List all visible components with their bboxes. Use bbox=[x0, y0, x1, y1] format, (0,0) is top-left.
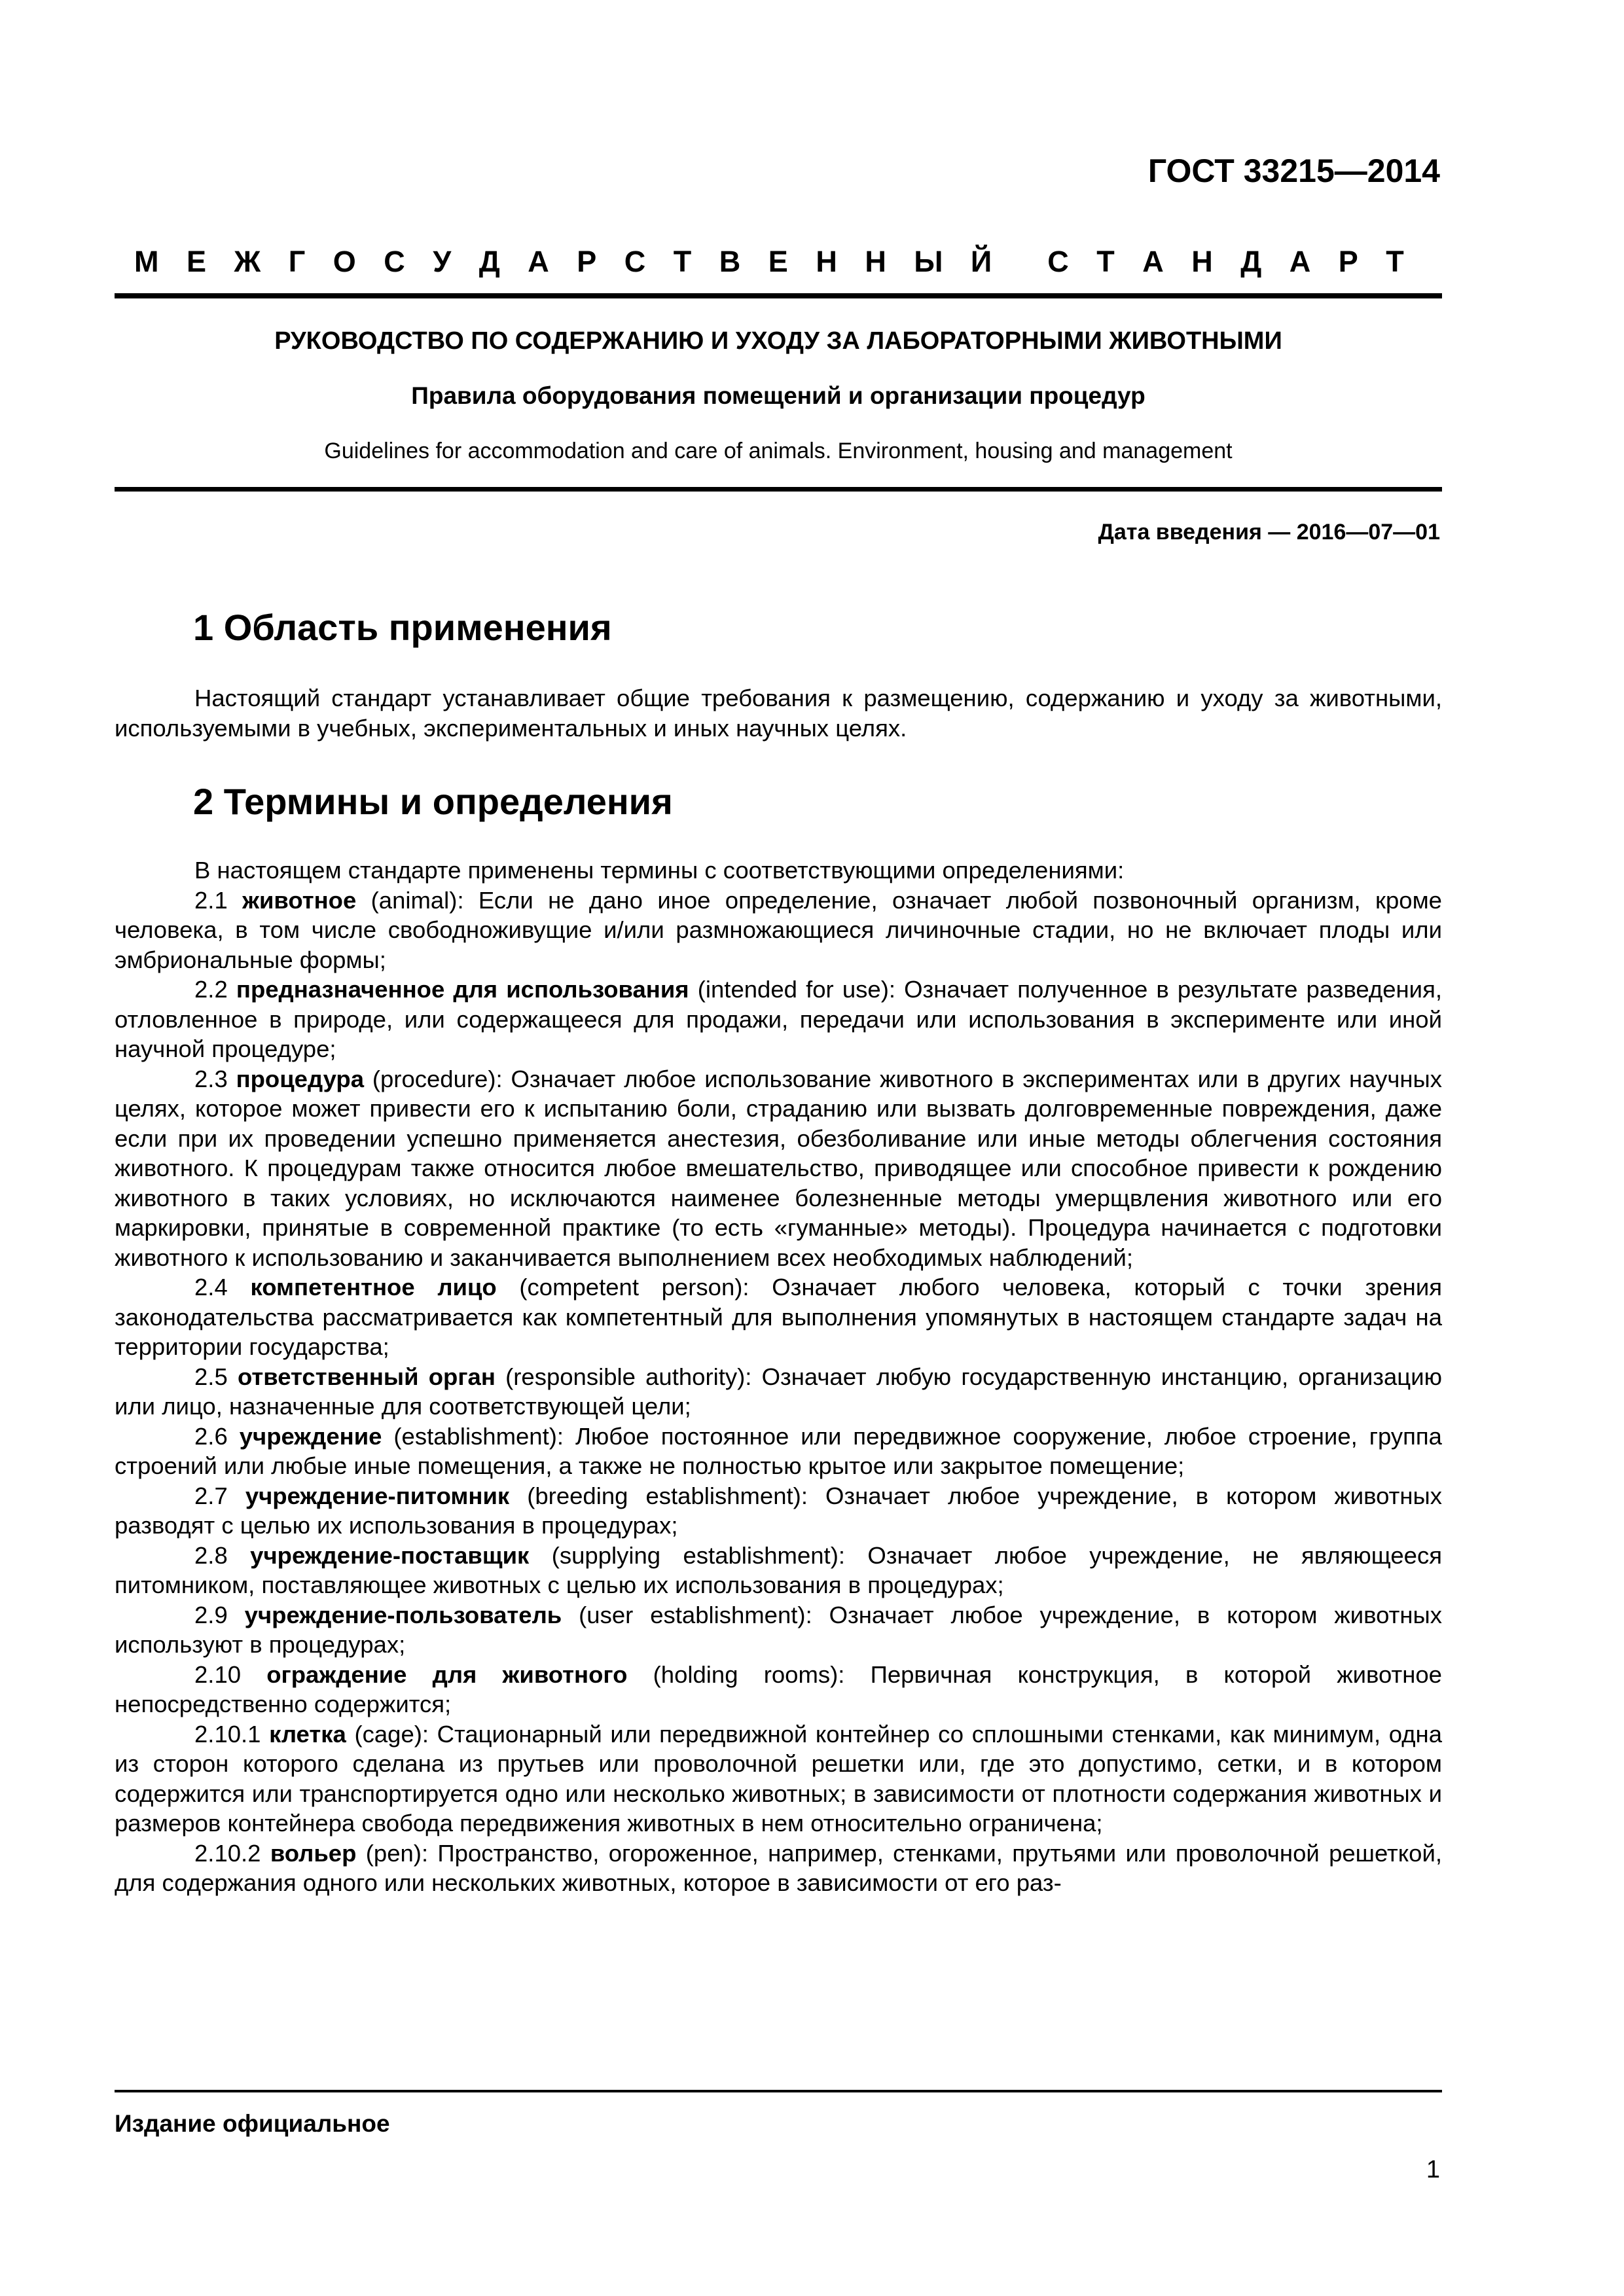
standard-type-letter: А bbox=[1289, 245, 1311, 278]
standard-type-letter: Й bbox=[970, 245, 992, 278]
section-1-heading: 1 Область применения bbox=[193, 607, 612, 648]
term-entry bbox=[115, 1272, 1442, 1362]
standard-type-letter: С bbox=[624, 245, 646, 278]
standard-type-letter: Р bbox=[1338, 245, 1358, 278]
standard-type-letter: В bbox=[719, 245, 741, 278]
standard-type-letter: М bbox=[134, 245, 159, 278]
term-number: 2.4 bbox=[194, 1274, 228, 1300]
standard-type-letter: Т bbox=[673, 245, 692, 278]
term-definition: (cage): Стационарный или передвижной контейнер со сплошными стенками, как минимум, одна из сторон которого сделана из прутьев или проволочной решетки или, где это допустимо, сетки, и в котором содержится или транспортируется одно или несколько животных; в зависимости от плотности содержания животных и размеров контейнера свобода передвижения животных в нем относительно ограничена; bbox=[115, 1720, 1442, 1837]
term-entry bbox=[115, 886, 1442, 975]
term-definition: (responsible authority): Означает любую государственную инстанцию, организацию или лицо, назначенные для соответствующей цели; bbox=[115, 1363, 1442, 1420]
term-entry bbox=[115, 1719, 1442, 1839]
standard-type-letter: Ы bbox=[914, 245, 943, 278]
standard-type-letter: Т bbox=[1096, 245, 1115, 278]
term-number: 2.5 bbox=[194, 1363, 228, 1390]
term-number: 2.2 bbox=[194, 976, 228, 1003]
term-definition: (breeding establishment): Означает любое учреждение, в котором животных разводят с целью их использования в процедурах; bbox=[115, 1482, 1442, 1539]
standard-type-letter: Ж bbox=[234, 245, 261, 278]
standard-type-heading bbox=[134, 245, 1404, 279]
header-rule bbox=[115, 293, 1442, 298]
term-number: 2.7 bbox=[194, 1482, 228, 1509]
page-number: 1 bbox=[1426, 2156, 1440, 2183]
term-entry bbox=[115, 1541, 1442, 1600]
term-definition: (animal): Если не дано иное определение, означает любой позвоночный организм, кроме человека, в том числе свободноживущие и/или размножающиеся личиночные стадии, но не включает плоды или эмбриональные формы; bbox=[115, 886, 1442, 973]
title-rule bbox=[115, 487, 1442, 492]
term-definition: (supplying establishment): Означает любое учреждение, не являющееся питомником, поставляющее животных с целью их использования в процедурах; bbox=[115, 1541, 1442, 1598]
terms-list bbox=[115, 855, 1442, 1898]
term-name: процедура bbox=[236, 1065, 364, 1092]
term-definition: (intended for use): Означает полученное в результате разведения, отловленное в природе, или содержащееся для продажи, передачи или использования в эксперименте или иной научной процедуре; bbox=[115, 976, 1442, 1062]
term-entry bbox=[115, 1422, 1442, 1481]
term-definition: (holding rooms): Первичная конструкция, в которой животное непосредственно содержится; bbox=[115, 1660, 1442, 1717]
standard-type-letter: Н bbox=[816, 245, 837, 278]
gost-number: ГОСТ 33215—2014 bbox=[1147, 152, 1440, 189]
term-number: 2.8 bbox=[194, 1541, 228, 1569]
document-title: РУКОВОДСТВО ПО СОДЕРЖАНИЮ И УХОДУ ЗА ЛАБОРАТОРНЫМИ ЖИВОТНЫМИ bbox=[274, 327, 1282, 355]
section-1-paragraph: Настоящий стандарт устанавливает общие требования к размещению, содержанию и уходу за животными, используемыми в учебных, экспериментальных и иных научных целях. bbox=[115, 685, 1442, 742]
term-name: ответственный орган bbox=[237, 1363, 496, 1390]
term-entry bbox=[115, 1600, 1442, 1660]
term-name: учреждение-питомник bbox=[245, 1482, 510, 1509]
term-entry bbox=[115, 1660, 1442, 1719]
standard-type-letter: Г bbox=[288, 245, 306, 278]
document-title-english: Guidelines for accommodation and care of animals. Environment, housing and management bbox=[324, 439, 1233, 463]
term-name: вольер bbox=[270, 1839, 357, 1867]
term-name: клетка bbox=[269, 1720, 346, 1748]
term-name: предназначенное для использования bbox=[236, 976, 689, 1003]
section-2-heading: 2 Термины и определения bbox=[193, 781, 673, 822]
document-subtitle: Правила оборудования помещений и организации процедур bbox=[411, 382, 1146, 409]
standard-type-letter: А bbox=[1142, 245, 1164, 278]
term-name: ограждение для животного bbox=[266, 1660, 628, 1688]
term-number: 2.10 bbox=[194, 1660, 242, 1688]
terms-intro: В настоящем стандарте применены термины с соответствующими определениями: bbox=[194, 857, 1125, 884]
term-entry bbox=[115, 1362, 1442, 1422]
term-number: 2.10.2 bbox=[194, 1839, 261, 1867]
standard-type-letter: С bbox=[384, 245, 405, 278]
standard-type-letter: Д bbox=[1240, 245, 1262, 278]
standard-type-letter: Д bbox=[478, 245, 500, 278]
term-number: 2.10.1 bbox=[194, 1720, 261, 1748]
term-name: компетентное лицо bbox=[250, 1274, 497, 1300]
term-number: 2.1 bbox=[194, 886, 228, 914]
standard-type-letter: А bbox=[528, 245, 549, 278]
standard-type-letter: Н bbox=[1191, 245, 1213, 278]
term-name: учреждение-поставщик bbox=[250, 1541, 530, 1569]
standard-type-letter: У bbox=[433, 245, 452, 278]
standard-type-letter: О bbox=[333, 245, 356, 278]
standard-type-letter: С bbox=[1047, 245, 1069, 278]
term-number: 2.6 bbox=[194, 1422, 228, 1450]
standard-type-letter: Р bbox=[577, 245, 597, 278]
standard-type-letter: Т bbox=[1386, 245, 1404, 278]
term-entry bbox=[115, 1064, 1442, 1273]
term-name: учреждение bbox=[239, 1422, 382, 1450]
term-number: 2.9 bbox=[194, 1601, 228, 1628]
term-definition: (user establishment): Означает любое учреждение, в котором животных используют в процедурах; bbox=[115, 1601, 1442, 1658]
intro-date: Дата введения — 2016—07—01 bbox=[1098, 520, 1440, 545]
edition-label: Издание официальное bbox=[115, 2110, 390, 2137]
footer-rule bbox=[115, 2090, 1442, 2092]
standard-type-letter: Е bbox=[768, 245, 788, 278]
term-definition: (establishment): Любое постоянное или передвижное сооружение, любое строение, группа строений или любые иные помещения, а также не полностью крытое или закрытое помещение; bbox=[115, 1422, 1442, 1479]
term-name: животное bbox=[242, 886, 357, 914]
term-entry bbox=[115, 1839, 1442, 1898]
term-entry bbox=[115, 1481, 1442, 1541]
section-1-text bbox=[115, 683, 1442, 743]
term-entry bbox=[115, 975, 1442, 1064]
term-definition: (procedure): Означает любое использование животного в экспериментах или в других научных целях, которое может привести его к испытанию боли, страданию или вызвать долговременные повреждения, даже если при их проведении успешно применяется анестезия, обезболивание или иные методы облегчения состояния животного. К процедурам также относится любое вмешательство, приводящее или способное привести к рождению животного в таких условиях, но исключаются наименее болезненные методы умерщвления животного или его маркировки, принятые в современной практике (то есть «гуманные» методы). Процедура начинается с подготовки животного к использованию и заканчивается выполнением всех необходимых наблюдений; bbox=[115, 1065, 1442, 1271]
term-definition: (pen): Пространство, огороженное, например, стенками, прутьями или проволочной решеткой, для содержания одного или нескольких животных, которое в зависимости от его раз- bbox=[115, 1839, 1442, 1896]
term-name: учреждение-пользователь bbox=[244, 1601, 562, 1628]
term-definition: (competent person): Означает любого человека, который с точки зрения законодательства рассматривается как компетентный для выполнения упомянутых в настоящем стандарте задач на территории государства; bbox=[115, 1274, 1442, 1360]
standard-type-letter: Н bbox=[865, 245, 886, 278]
standard-type-letter: Е bbox=[187, 245, 207, 278]
term-number: 2.3 bbox=[194, 1065, 228, 1092]
